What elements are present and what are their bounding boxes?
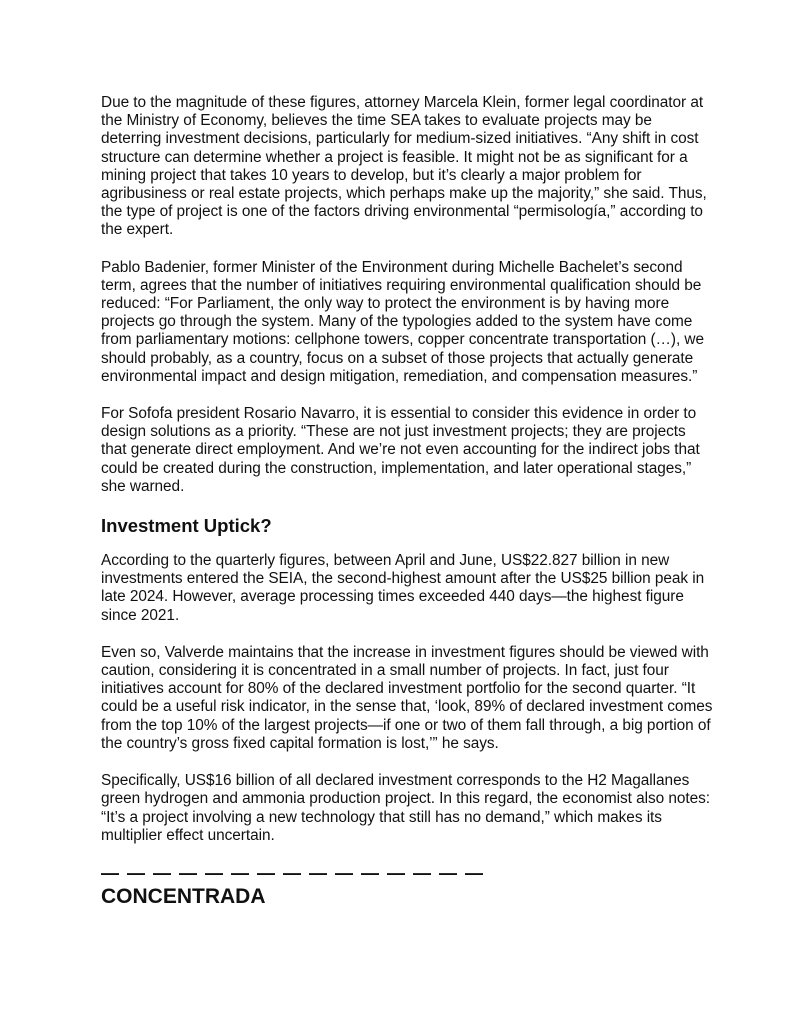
paragraph-quarterly-figures: According to the quarterly figures, between April and June, US$22.827 billion in new investments entered the SEIA, the second-highest amount after the US$25 billion peak in late 2024. However, average processing times exceeded 440 days—the highest figure since 2021. <box>101 552 705 624</box>
paragraph-navarro: For Sofofa president Rosario Navarro, it is essential to consider this evidence in order to design solutions as a priority. “These are not just investment projects; they are projects that generate direct employment. And we’re not even accounting for the indirect jobs that could be created during the construction, implementation, and later operational stages,” she warned. <box>101 405 700 495</box>
paragraph-valverde: Even so, Valverde maintains that the increase in investment figures should be viewed with caution, considering it is concentrated in a small number of projects. In fact, just four initiatives account for 80% of the declared investment portfolio for the second quarter. “It could be a useful risk indicator, in the sense that, ‘look, 89% of declared investment comes from the top 10% of the largest projects—if one or two of them fall through, a big portion of the country’s gross fixed capital formation is lost,’” he says. <box>101 643 713 752</box>
paragraph-h2-magallanes: Specifically, US$16 billion of all declared investment corresponds to the H2 Magallanes green hydrogen and ammonia production project. In this regard, the economist also notes: “It’s a project involving a new technology that still has no demand,” which makes its multiplier effect uncertain. <box>101 772 711 844</box>
document-page <box>101 94 713 910</box>
subheading-concentrada: CONCENTRADA <box>101 884 266 908</box>
paragraph-badenier: Pablo Badenier, former Minister of the Environment during Michelle Bachelet’s second term, agrees that the number of initiatives requiring environmental qualification should be reduced: “For Parliament, the only way to protect the environment is by having more projects go through the system. Many of the typologies added to the system have come from parliamentary motions: cellphone towers, copper concentrate transportation (…), we should probably, as a country, focus on a subset of those projects that actually generate environmental impact and design mitigation, remediation, and compensation measures.” <box>101 258 705 385</box>
dash-divider: — — — — — — — — — — — — — — — <box>101 862 485 883</box>
section-heading-investment-uptick: Investment Uptick? <box>101 515 272 537</box>
paragraph-klein: Due to the magnitude of these figures, attorney Marcela Klein, former legal coordinator at the Ministry of Economy, believes the time SEA takes to evaluate projects may be deterring investment decisions, particularly for medium-sized initiatives. “Any shift in cost structure can determine whether a project is feasible. It might not be as significant for a mining project that takes 10 years to develop, but it’s clearly a major problem for agribusiness or real estate projects, which perhaps make up the majority,” she said. Thus, the type of project is one of the factors driving environmental “permisología,” according to the expert. <box>101 94 707 239</box>
